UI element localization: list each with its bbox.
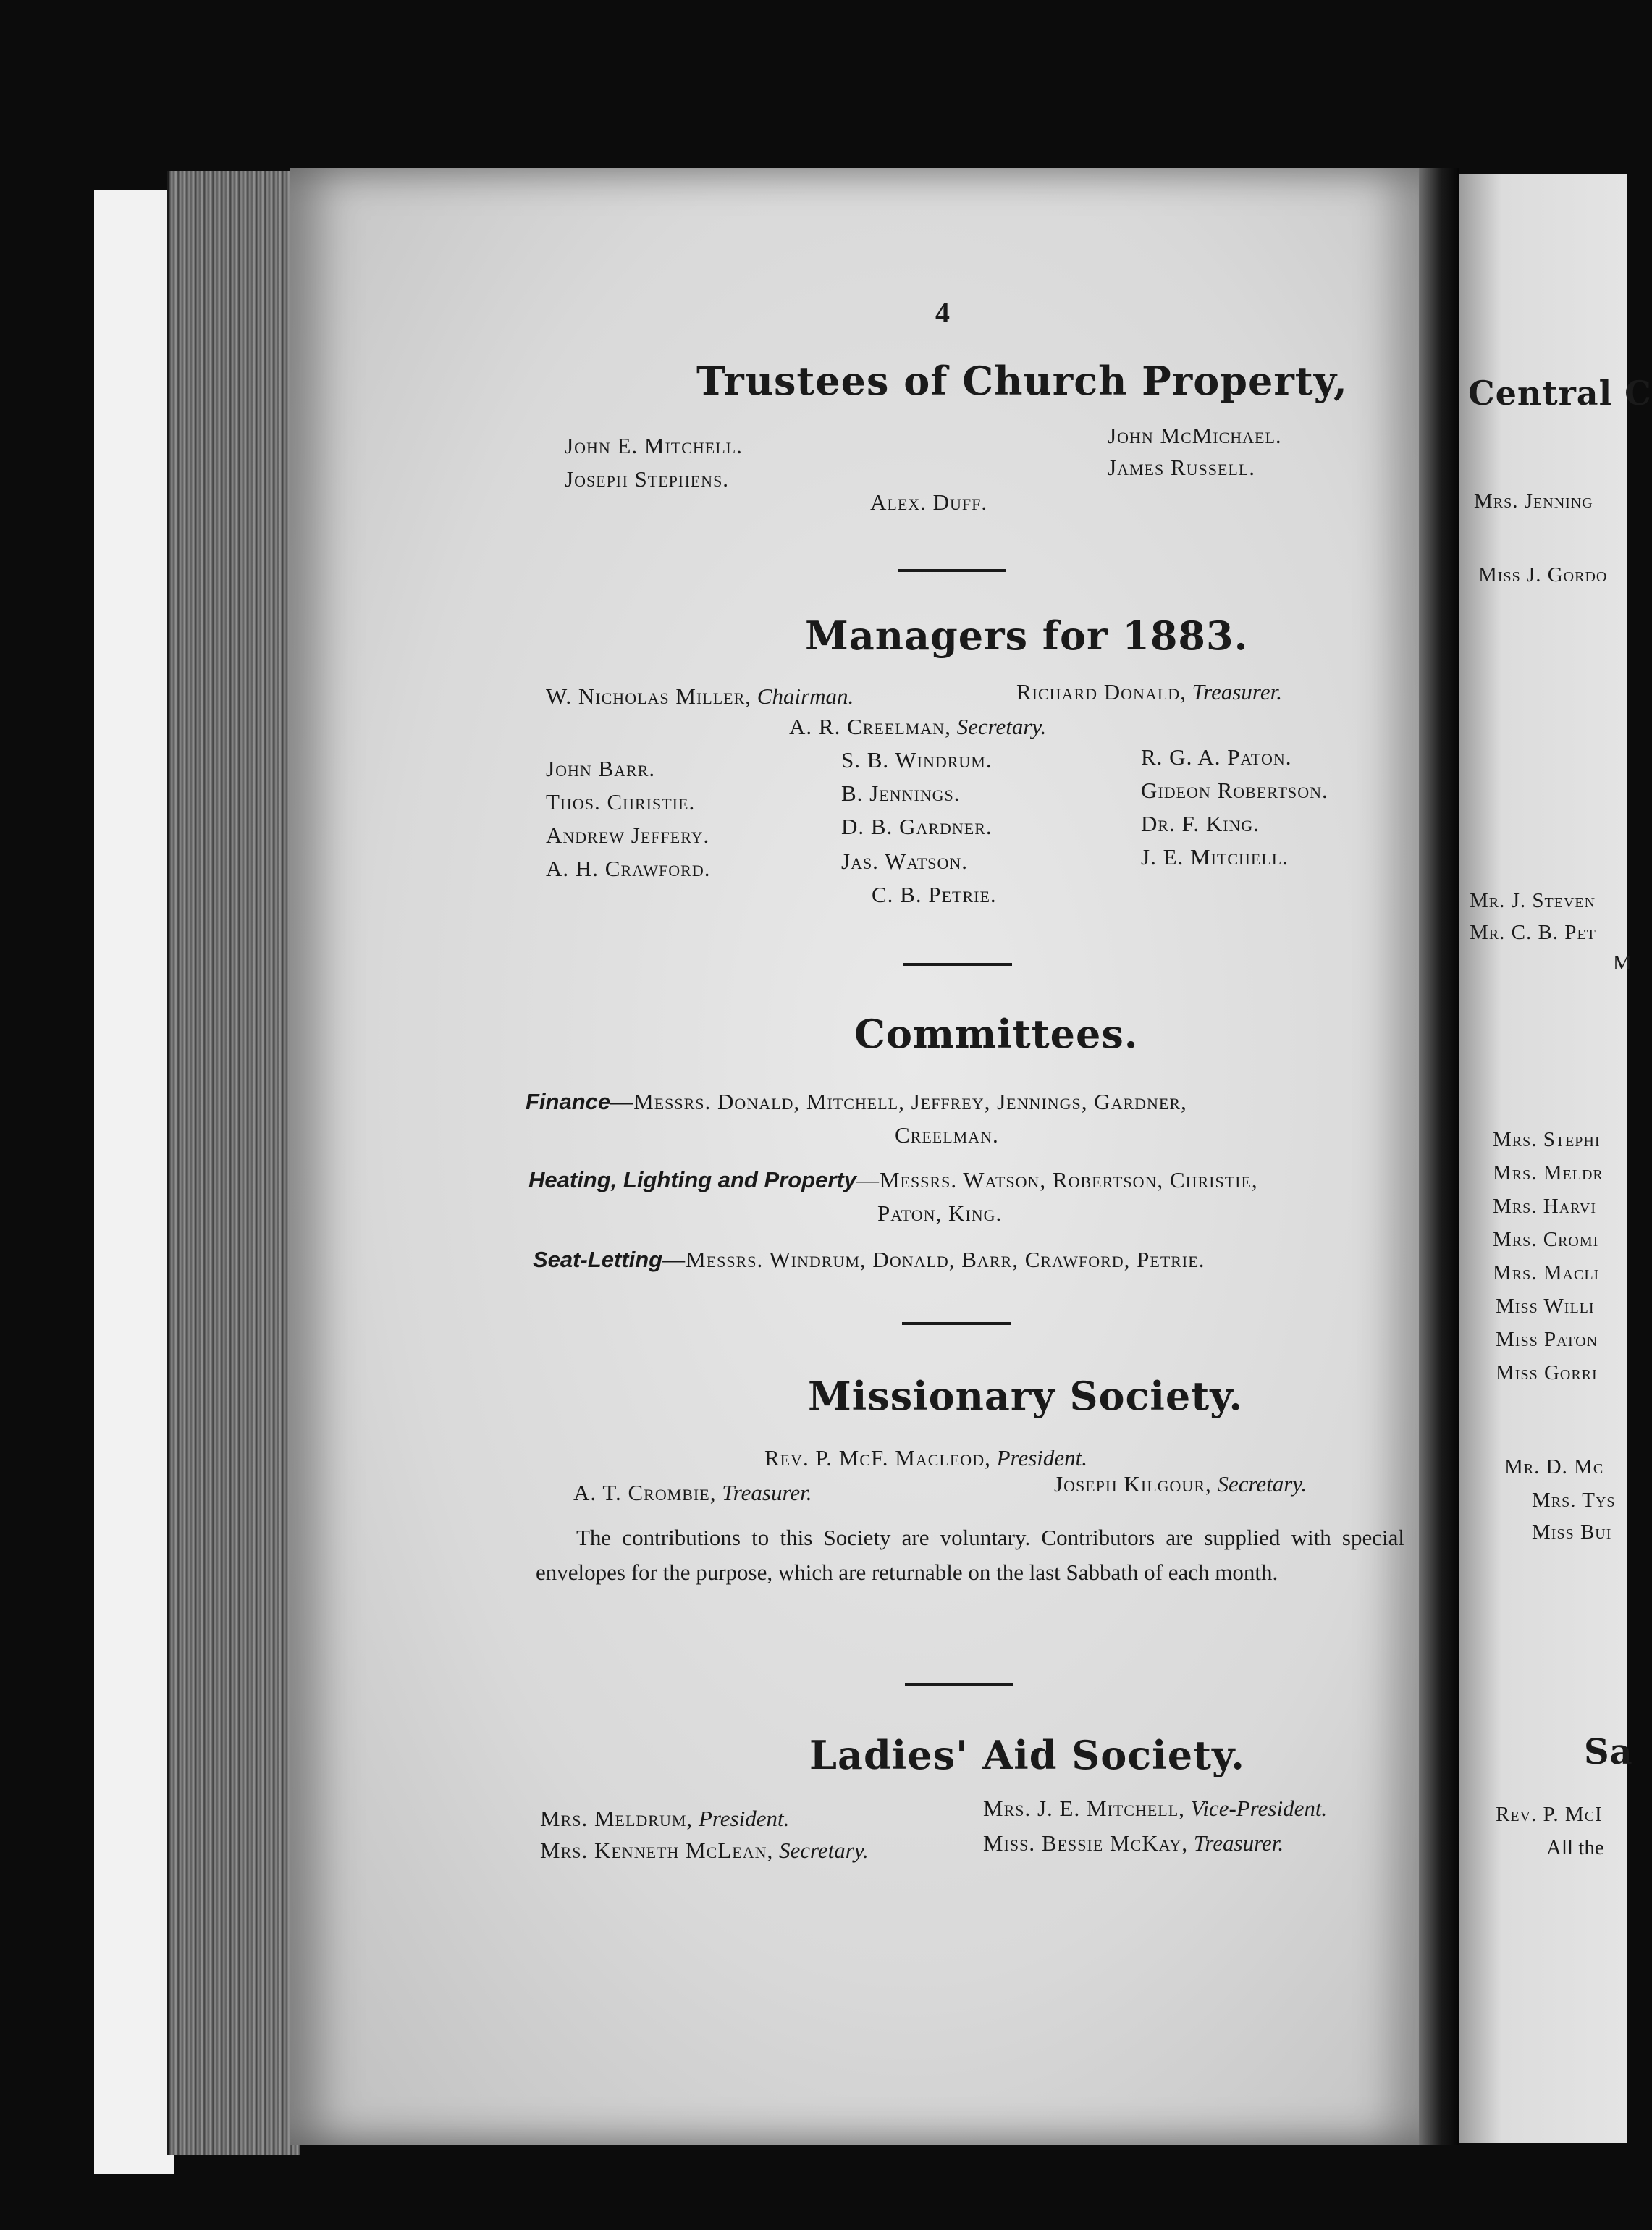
manager-name: C. B. Petrie. [872,882,997,907]
trustee-name: Alex. Duff. [870,489,988,515]
secretary-name: Joseph Kilgour, [1054,1471,1212,1497]
managers-chairman [546,683,854,710]
treasurer-role: Treasurer. [1192,679,1282,704]
right-page-line: Mrs. Stephi [1493,1128,1601,1151]
committee-seat-letting [533,1247,1205,1273]
section-divider [902,1322,1011,1325]
committees-heading: Committees. [854,1011,1139,1057]
committee-label: Seat-Letting [533,1247,663,1272]
committee-members-cont: Paton, King. [877,1200,1003,1226]
manager-name: A. H. Crawford. [546,856,711,881]
vice-president-role: Vice-President. [1190,1796,1328,1821]
book-edge-highlight [94,190,174,2174]
ladies-vice-president [983,1796,1327,1822]
missionary-secretary [1054,1471,1307,1497]
missionary-paragraph: The contributions to this Society are voluntary. Contributors are supplied with special envelopes for the purpose, which are returnable on the last Sabbath of each month. [536,1525,1404,1585]
section-divider [898,569,1006,572]
manager-name: B. Jennings. [841,780,961,806]
right-page-line: All the [1546,1836,1604,1859]
secretary-role: Secretary. [778,1838,869,1863]
president-role: President. [698,1806,790,1831]
left-page [290,168,1419,2145]
right-page-line: M [1613,951,1632,975]
manager-name: John Barr. [546,756,656,781]
ladies-president [540,1806,789,1832]
right-page-line: Miss Bui [1532,1520,1612,1544]
treasurer-role: Treasurer. [722,1480,812,1505]
committee-members: —Messrs. Watson, Robertson, Christie, [856,1167,1258,1192]
committee-label: Finance [526,1089,611,1114]
committee-heating [528,1167,1258,1193]
committee-label: Heating, Lighting and Property [528,1167,856,1192]
treasurer-name: A. T. Crombie, [573,1480,717,1505]
right-page-line: Mr. J. Steven [1470,889,1596,912]
treasurer-role: Treasurer. [1193,1830,1284,1856]
right-page [1459,174,1652,2143]
secretary-role: Secretary. [956,714,1047,739]
right-page-line: Miss J. Gordo [1478,563,1608,586]
chairman-role: Chairman. [757,683,854,709]
trustee-name: John McMichael. [1108,423,1282,448]
president-name: Rev. P. McF. Macleod, [764,1445,991,1470]
right-page-line: Mr. D. Mc [1504,1455,1604,1478]
president-name: Mrs. Meldrum, [540,1806,694,1831]
manager-name: Jas. Watson. [841,849,969,874]
vice-president-name: Mrs. J. E. Mitchell, [983,1796,1185,1821]
managers-heading: Managers for 1883. [805,613,1249,659]
manager-name: S. B. Windrum. [841,747,993,773]
right-page-line: Mrs. Cromi [1493,1228,1599,1251]
right-page-heading: Central C [1468,374,1652,413]
right-page-line: Miss Willi [1496,1295,1595,1318]
missionary-treasurer [573,1480,812,1506]
managers-secretary [789,714,1046,740]
right-page-line: Mrs. Meldr [1493,1161,1603,1185]
right-page-line: Miss Paton [1496,1328,1598,1351]
section-divider [905,1683,1013,1686]
right-page-line: Mrs. Macli [1493,1261,1600,1284]
president-role: President. [996,1445,1088,1470]
book-gutter [1419,168,1459,2145]
right-page-heading: Sa [1584,1732,1633,1772]
ladies-secretary [540,1838,869,1864]
right-page-line: Rev. P. McI [1496,1803,1603,1826]
trustee-name: Joseph Stephens. [565,466,730,492]
manager-name: Dr. F. King. [1141,811,1260,836]
ladies-aid-heading: Ladies' Aid Society. [809,1732,1245,1778]
ladies-treasurer [983,1830,1284,1856]
manager-name: D. B. Gardner. [841,814,993,839]
secretary-name: A. R. Creelman, [789,714,951,739]
committee-members: —Messrs. Donald, Mitchell, Jeffrey, Jennings, Gardner, [610,1089,1187,1114]
committee-members: —Messrs. Windrum, Donald, Barr, Crawford, Petrie. [662,1247,1205,1272]
treasurer-name: Miss. Bessie McKay, [983,1830,1189,1856]
trustees-heading: Trustees of Church Property, [696,358,1348,404]
manager-name: Gideon Robertson. [1141,778,1328,803]
right-page-line: Mr. C. B. Pet [1470,921,1596,944]
page-number: 4 [935,296,950,329]
trustee-name: John E. Mitchell. [565,433,743,458]
manager-name: Andrew Jeffery. [546,822,710,848]
page-stack-edges [167,171,300,2155]
committee-members-cont: Creelman. [895,1122,999,1148]
right-page-line: Miss Gorri [1496,1361,1598,1384]
right-page-line: Mrs. Jenning [1474,489,1593,513]
treasurer-name: Richard Donald, [1016,679,1187,704]
chairman-name: W. Nicholas Miller, [546,683,752,709]
manager-name: Thos. Christie. [546,789,696,815]
right-page-line: Mrs. Tys [1532,1489,1616,1512]
right-page-line: Mrs. Harvi [1493,1195,1596,1218]
manager-name: J. E. Mitchell. [1141,844,1289,870]
section-divider [903,963,1012,966]
managers-treasurer [1016,679,1282,705]
committee-finance [526,1089,1187,1115]
manager-name: R. G. A. Paton. [1141,744,1292,770]
missionary-president [764,1445,1087,1471]
secretary-role: Secretary. [1217,1471,1307,1497]
secretary-name: Mrs. Kenneth McLean, [540,1838,774,1863]
missionary-heading: Missionary Society. [808,1373,1244,1419]
trustee-name: James Russell. [1108,455,1256,480]
